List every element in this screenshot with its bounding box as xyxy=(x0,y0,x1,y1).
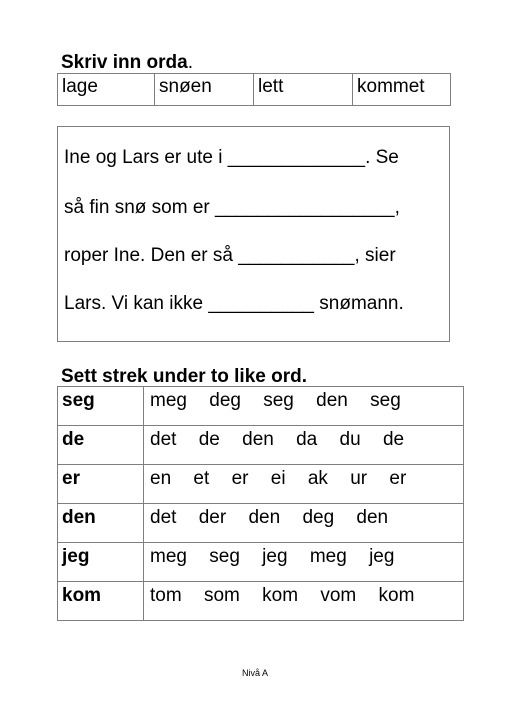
word-item[interactable]: kom xyxy=(378,585,415,606)
word-item[interactable]: det xyxy=(150,429,177,450)
word-item[interactable]: vom xyxy=(320,585,357,606)
table-row xyxy=(58,543,464,582)
key-word: kom xyxy=(58,582,144,621)
word-item[interactable]: meg xyxy=(309,546,347,567)
word-item[interactable]: de xyxy=(198,429,220,450)
word-item[interactable]: meg xyxy=(150,390,187,411)
word-list xyxy=(144,465,464,504)
key-word: de xyxy=(58,426,144,465)
word-bank-cell: lett xyxy=(254,74,353,106)
key-word: er xyxy=(58,465,144,504)
word-item[interactable]: tom xyxy=(150,585,182,606)
word-item[interactable]: du xyxy=(339,429,361,450)
word-item[interactable]: deg xyxy=(302,507,335,528)
table-row xyxy=(58,426,464,465)
text-line: roper Ine. Den er så ___________, sier xyxy=(64,245,396,266)
word-list xyxy=(144,504,464,543)
word-item[interactable]: et xyxy=(193,468,210,489)
word-item[interactable]: deg xyxy=(209,390,241,411)
fill-in-text-box xyxy=(57,126,450,342)
section-title-dot: . xyxy=(187,52,193,73)
word-list xyxy=(144,582,464,621)
key-word: jeg xyxy=(58,543,144,582)
word-item[interactable]: seg xyxy=(263,390,294,411)
word-item[interactable]: en xyxy=(150,468,172,489)
section-title-write-words xyxy=(61,52,193,74)
word-list xyxy=(144,387,464,426)
section-title-underline-words: Sett strek under to like ord. xyxy=(61,366,307,387)
word-item[interactable]: seg xyxy=(370,390,401,411)
word-item[interactable]: den xyxy=(316,390,348,411)
table-row xyxy=(58,387,464,426)
word-item[interactable]: ei xyxy=(270,468,286,489)
word-item[interactable]: ak xyxy=(307,468,328,489)
word-item[interactable]: jeg xyxy=(262,546,288,567)
word-bank-cell: snøen xyxy=(155,74,254,106)
word-item[interactable]: der xyxy=(198,507,227,528)
word-item[interactable]: den xyxy=(242,429,274,450)
table-row xyxy=(58,582,464,621)
word-item[interactable]: den xyxy=(356,507,389,528)
table-row xyxy=(58,465,464,504)
text-line: så fin snø som er _________________, xyxy=(64,197,400,218)
key-word: seg xyxy=(58,387,144,426)
word-item[interactable]: seg xyxy=(209,546,240,567)
word-item[interactable]: jeg xyxy=(369,546,395,567)
word-item[interactable]: er xyxy=(389,468,407,489)
word-bank-table xyxy=(57,73,451,106)
text-line: Ine og Lars er ute i _____________. Se xyxy=(64,147,399,168)
word-item[interactable]: de xyxy=(382,429,405,450)
word-bank-cell: lage xyxy=(58,74,155,106)
word-item[interactable]: kom xyxy=(262,585,299,606)
word-item[interactable]: som xyxy=(203,585,240,606)
word-list xyxy=(144,426,464,465)
text-line: Lars. Vi kan ikke __________ snømann. xyxy=(64,293,404,314)
page-footer-level: Nivå A xyxy=(241,668,268,678)
word-item[interactable]: da xyxy=(296,429,318,450)
matching-words-table xyxy=(57,386,464,621)
word-item[interactable]: den xyxy=(248,507,281,528)
word-item[interactable]: det xyxy=(150,507,177,528)
key-word: den xyxy=(58,504,144,543)
section-title-text: Skriv inn orda xyxy=(61,52,188,73)
word-item[interactable]: meg xyxy=(150,546,187,567)
word-list xyxy=(144,543,464,582)
word-item[interactable]: ur xyxy=(350,468,368,489)
word-bank-cell: kommet xyxy=(353,74,451,106)
word-item[interactable]: er xyxy=(231,468,249,489)
table-row xyxy=(58,504,464,543)
word-bank-row xyxy=(58,74,451,106)
